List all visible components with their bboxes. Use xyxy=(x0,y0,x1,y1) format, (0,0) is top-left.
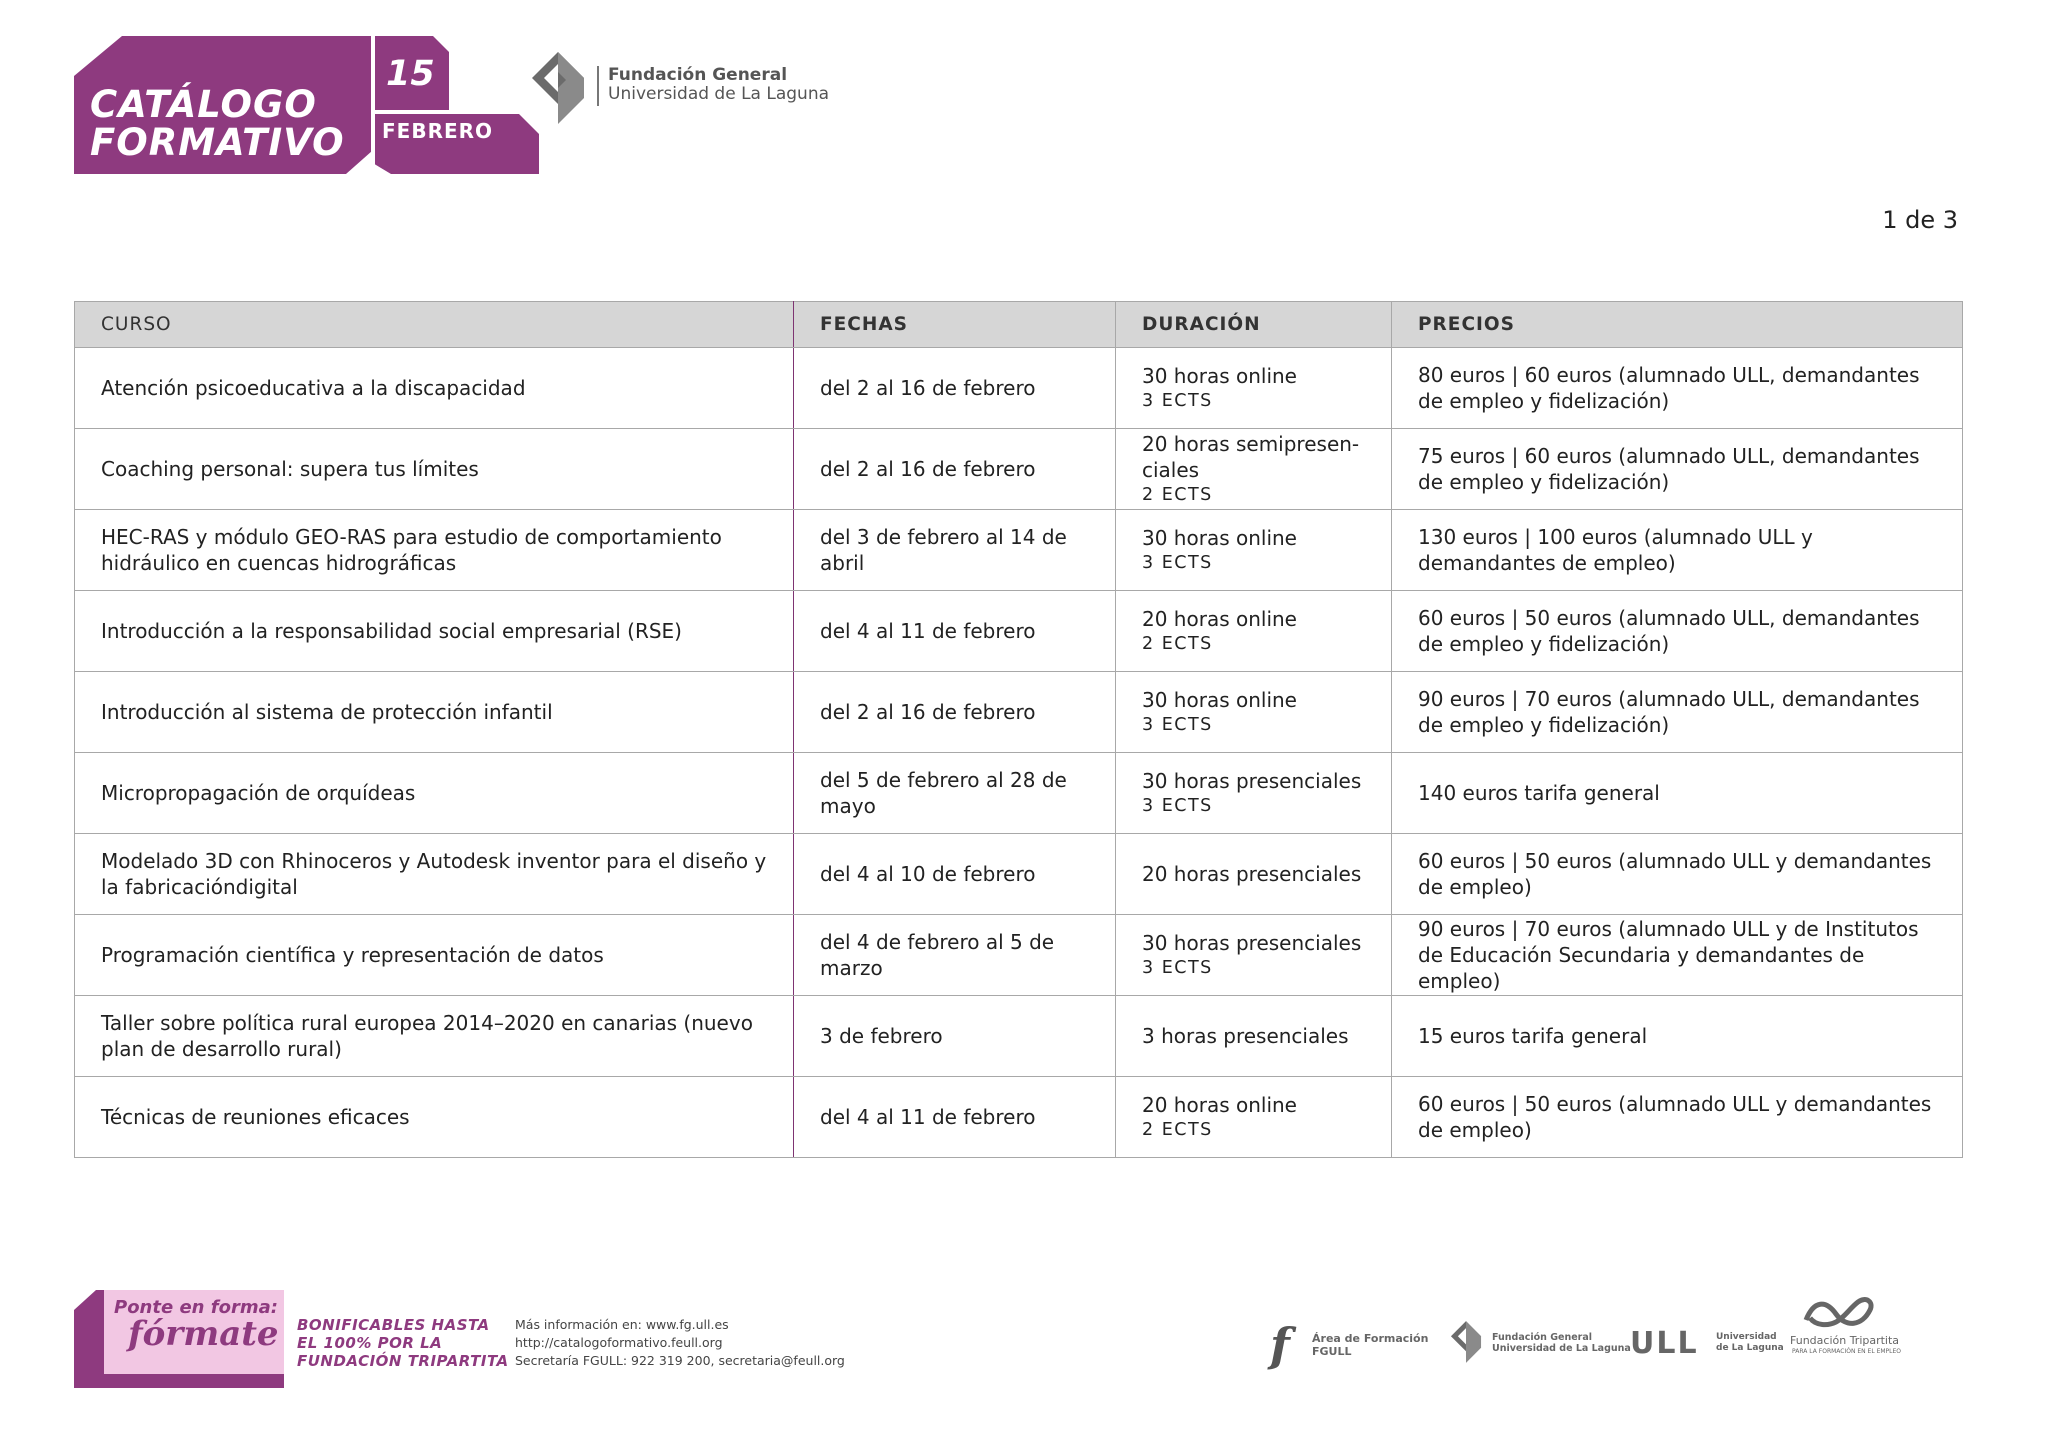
org-name xyxy=(608,66,829,104)
header-fechas: FECHAS xyxy=(794,302,1116,348)
duracion-ects: 2 ECTS xyxy=(1142,485,1213,505)
cell-precios: 60 euros | 50 euros (alumnado ULL, demandantes de empleo y fidelización) xyxy=(1392,591,1963,672)
info-secretaria: Secretaría FGULL: 922 319 200, secretaria@feull.org xyxy=(515,1353,845,1368)
cell-precios: 60 euros | 50 euros (alumnado ULL y demandantes de empleo) xyxy=(1392,1077,1963,1158)
cell-fechas: 3 de febrero xyxy=(794,996,1116,1077)
cell-curso: Atención psicoeducativa a la discapacidad xyxy=(75,348,794,429)
info-web: Más información en: www.fg.ull.es xyxy=(515,1317,729,1332)
header-precios: PRECIOS xyxy=(1392,302,1963,348)
tripartita-line2: PARA LA FORMACIÓN EN EL EMPLEO xyxy=(1792,1348,1902,1355)
info-catalog-url: http://catalogoformativo.feull.org xyxy=(515,1335,723,1350)
duracion-horas: 20 horas online xyxy=(1142,1093,1297,1117)
table-row xyxy=(75,348,1963,429)
table-header-row xyxy=(75,302,1963,348)
duracion-ects: 3 ECTS xyxy=(1142,715,1213,735)
cell-duracion xyxy=(1116,834,1392,915)
cell-fechas: del 4 al 10 de febrero xyxy=(794,834,1116,915)
cell-precios: 75 euros | 60 euros (alumnado ULL, demandantes de empleo y fidelización) xyxy=(1392,429,1963,510)
cell-precios: 140 euros tarifa general xyxy=(1392,753,1963,834)
ull-line2: de La Laguna xyxy=(1716,1343,1784,1353)
cell-fechas: del 3 de febrero al 14 de abril xyxy=(794,510,1116,591)
duracion-horas: 30 horas online xyxy=(1142,364,1297,388)
tripartita-infinity-icon xyxy=(1800,1292,1880,1332)
cell-curso: Taller sobre política rural europea 2014–2020 en canarias (nuevo plan de desarrollo rural) xyxy=(75,996,794,1077)
area-formacion-line2: FGULL xyxy=(1312,1345,1352,1358)
cell-curso: Técnicas de reuniones eficaces xyxy=(75,1077,794,1158)
table-row xyxy=(75,591,1963,672)
org-name-line2: Universidad de La Laguna xyxy=(608,84,830,104)
fgull-footer-line1: Fundación General xyxy=(1492,1332,1593,1343)
duracion-ects: 2 ECTS xyxy=(1142,1120,1213,1140)
table-row xyxy=(75,834,1963,915)
area-formacion-line1: Área de Formación xyxy=(1312,1332,1429,1345)
duracion-ects: 3 ECTS xyxy=(1142,553,1213,573)
slogan-line2: fórmate xyxy=(128,1314,279,1354)
duracion-ects: 2 ECTS xyxy=(1142,634,1213,654)
duracion-horas: 20 horas online xyxy=(1142,607,1297,631)
bonificables-text xyxy=(297,1316,509,1370)
cell-curso: Micropropagación de orquídeas xyxy=(75,753,794,834)
fgull-footer-line2: Universidad de La Laguna xyxy=(1492,1343,1631,1354)
cell-fechas: del 4 al 11 de febrero xyxy=(794,1077,1116,1158)
org-name-line1: Fundación General xyxy=(608,65,788,85)
cell-fechas: del 2 al 16 de febrero xyxy=(794,672,1116,753)
cell-curso: Programación científica y representación de datos xyxy=(75,915,794,996)
cell-curso: HEC-RAS y módulo GEO-RAS para estudio de comportamiento hidráulico en cuencas hidrográficas xyxy=(75,510,794,591)
duracion-horas: 30 horas presenciales xyxy=(1142,931,1362,955)
table-row xyxy=(75,429,1963,510)
duracion-horas: 30 horas online xyxy=(1142,526,1297,550)
cell-fechas: del 2 al 16 de febrero xyxy=(794,429,1116,510)
cell-curso: Introducción a la responsabilidad social empresarial (RSE) xyxy=(75,591,794,672)
cell-precios: 60 euros | 50 euros (alumnado ULL y demandantes de empleo) xyxy=(1392,834,1963,915)
cell-fechas: del 5 de febrero al 28 de mayo xyxy=(794,753,1116,834)
cell-duracion xyxy=(1116,348,1392,429)
slogan-line1: Ponte en forma: xyxy=(114,1297,278,1318)
cell-precios: 90 euros | 70 euros (alumnado ULL y de Institutos de Educación Secundaria y demandantes de empleo) xyxy=(1392,915,1963,996)
table-row xyxy=(75,996,1963,1077)
area-formacion-mark-icon: f xyxy=(1270,1318,1290,1372)
contact-info xyxy=(515,1316,845,1370)
cell-fechas: del 4 de febrero al 5 de marzo xyxy=(794,915,1116,996)
fgull-footer-logo-icon xyxy=(1448,1320,1484,1364)
cell-duracion xyxy=(1116,672,1392,753)
cell-duracion xyxy=(1116,510,1392,591)
ull-mark: ULL xyxy=(1630,1326,1699,1361)
cell-curso: Modelado 3D con Rhinoceros y Autodesk inventor para el diseño y la fabricacióndigital xyxy=(75,834,794,915)
bonif-line2: EL 100% POR LA xyxy=(297,1334,443,1352)
cell-precios: 15 euros tarifa general xyxy=(1392,996,1963,1077)
table-row xyxy=(75,672,1963,753)
cell-fechas: del 4 al 11 de febrero xyxy=(794,591,1116,672)
duracion-ects: 3 ECTS xyxy=(1142,391,1213,411)
duracion-ects: 3 ECTS xyxy=(1142,958,1213,978)
header-curso: CURSO xyxy=(75,302,794,348)
ull-line1: Universidad xyxy=(1716,1332,1777,1342)
page-indicator: 1 de 3 xyxy=(1882,206,1958,234)
cell-precios: 130 euros | 100 euros (alumnado ULL y demandantes de empleo) xyxy=(1392,510,1963,591)
cell-duracion xyxy=(1116,591,1392,672)
cell-duracion xyxy=(1116,429,1392,510)
table-row xyxy=(75,915,1963,996)
duracion-horas: 3 horas presenciales xyxy=(1142,1024,1349,1048)
org-divider xyxy=(597,66,599,106)
duracion-horas: 20 horas semipresen-ciales xyxy=(1142,432,1360,482)
catalog-title-line1: CATÁLOGO xyxy=(90,83,317,126)
table-row xyxy=(75,1077,1963,1158)
cell-fechas: del 2 al 16 de febrero xyxy=(794,348,1116,429)
table-row xyxy=(75,753,1963,834)
date-day: 15 xyxy=(386,54,435,94)
cell-duracion xyxy=(1116,996,1392,1077)
duracion-horas: 30 horas presenciales xyxy=(1142,769,1362,793)
cell-curso: Introducción al sistema de protección infantil xyxy=(75,672,794,753)
fundacion-general-logo-icon xyxy=(528,50,588,126)
duracion-horas: 20 horas presenciales xyxy=(1142,862,1362,886)
cell-curso: Coaching personal: supera tus límites xyxy=(75,429,794,510)
cell-duracion xyxy=(1116,915,1392,996)
duracion-horas: 30 horas online xyxy=(1142,688,1297,712)
catalog-title-line2: FORMATIVO xyxy=(90,121,345,164)
cell-precios: 90 euros | 70 euros (alumnado ULL, demandantes de empleo y fidelización) xyxy=(1392,672,1963,753)
bonif-line1: BONIFICABLES HASTA xyxy=(297,1316,490,1334)
course-table xyxy=(74,301,1963,1158)
footer-logos xyxy=(1270,1292,1920,1382)
tripartita-line1: Fundación Tripartita xyxy=(1790,1334,1900,1347)
cell-duracion xyxy=(1116,1077,1392,1158)
cell-precios: 80 euros | 60 euros (alumnado ULL, demandantes de empleo y fidelización) xyxy=(1392,348,1963,429)
cell-duracion xyxy=(1116,753,1392,834)
catalog-title xyxy=(90,83,350,164)
bonif-line3: FUNDACIÓN TRIPARTITA xyxy=(297,1352,509,1370)
header-duracion: DURACIÓN xyxy=(1116,302,1392,348)
duracion-ects: 3 ECTS xyxy=(1142,796,1213,816)
table-row xyxy=(75,510,1963,591)
date-month: FEBRERO xyxy=(382,119,494,143)
